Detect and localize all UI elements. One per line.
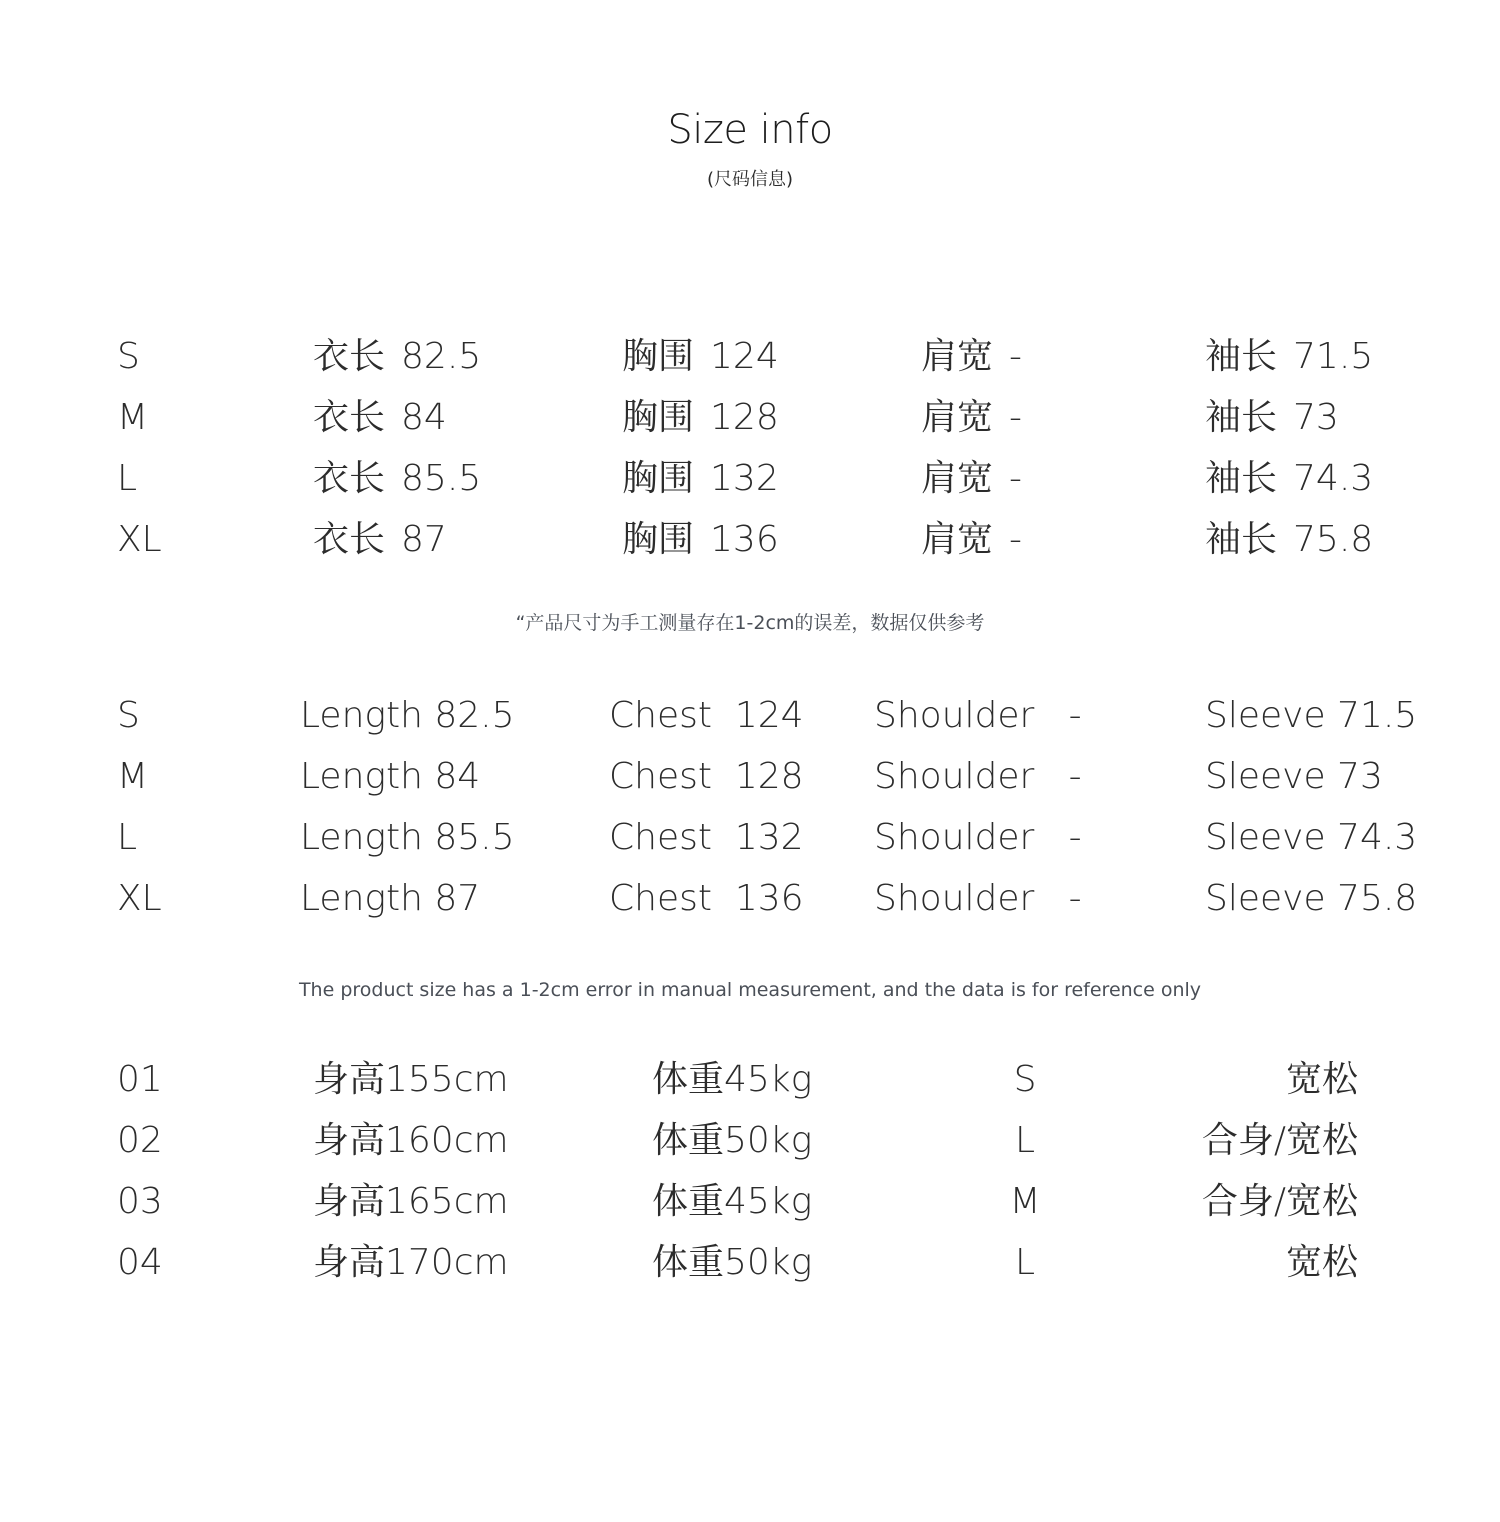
size-label: M [117, 397, 149, 438]
shoulder-cell [921, 327, 1022, 387]
length-value: 87 [401, 519, 447, 560]
length-cell [313, 327, 481, 387]
size-label: S [117, 695, 140, 736]
chest-label: 胸围 [622, 458, 695, 499]
chest-label: 胸围 [622, 519, 695, 560]
model-row [0, 1233, 1500, 1293]
shoulder-value: - [1009, 458, 1023, 499]
sleeve-cell: Sleeve 74.3 [1205, 817, 1418, 858]
chest-value: 124 [710, 336, 779, 377]
length-label: 衣长 [313, 397, 386, 438]
sleeve-value: 71.5 [1293, 336, 1374, 377]
shoulder-cell: Shoulder - [874, 878, 1082, 919]
shoulder-cell: Shoulder - [874, 695, 1082, 736]
length-value: 84 [401, 397, 447, 438]
chest-cell [622, 388, 779, 448]
model-fit: 合身/宽松 [1201, 1181, 1358, 1222]
chest-label: 胸围 [622, 336, 695, 377]
en-size-row [0, 686, 1500, 746]
sleeve-cell: Sleeve 75.8 [1205, 878, 1418, 919]
sleeve-value: 73 [1293, 397, 1339, 438]
model-weight: 体重50kg [652, 1120, 813, 1161]
chest-cell [622, 449, 779, 509]
model-size: L [1014, 1120, 1036, 1161]
model-id: 04 [117, 1242, 163, 1283]
en-measurement-note: The product size has a 1-2cm error in manual measurement, and the data is for reference only [298, 979, 1202, 1001]
cn-size-row [0, 388, 1500, 448]
cn-size-row [0, 449, 1500, 509]
sleeve-label: 袖长 [1205, 519, 1278, 560]
shoulder-cell: Shoulder - [874, 817, 1082, 858]
shoulder-cell [921, 388, 1022, 448]
model-row [0, 1111, 1500, 1171]
chest-value: 132 [710, 458, 779, 499]
model-fit: 宽松 [1285, 1059, 1358, 1100]
chest-value: 128 [710, 397, 779, 438]
chest-cell: Chest 124 [609, 695, 804, 736]
cn-measurement-note: “产品尺寸为手工测量存在1-2cm的误差，数据仅供参考 [515, 612, 985, 634]
en-size-row [0, 747, 1500, 807]
length-label: 衣长 [313, 336, 386, 377]
model-height: 身高160cm [313, 1120, 509, 1161]
shoulder-label: 肩宽 [921, 336, 994, 377]
chest-label: 胸围 [622, 397, 695, 438]
sleeve-value: 74.3 [1293, 458, 1374, 499]
sleeve-cell [1205, 388, 1339, 448]
en-size-row [0, 869, 1500, 929]
size-label: L [117, 817, 138, 858]
page-title: Size info [667, 107, 833, 153]
length-label: 衣长 [313, 519, 386, 560]
model-size: M [1009, 1181, 1041, 1222]
model-weight: 体重45kg [652, 1181, 813, 1222]
cn-size-row [0, 510, 1500, 570]
chest-cell: Chest 136 [609, 878, 804, 919]
model-height: 身高170cm [313, 1242, 509, 1283]
model-height: 身高165cm [313, 1181, 509, 1222]
sleeve-cell: Sleeve 73 [1205, 756, 1383, 797]
shoulder-label: 肩宽 [921, 519, 994, 560]
model-row [0, 1172, 1500, 1232]
sleeve-label: 袖长 [1205, 397, 1278, 438]
length-cell: Length 87 [300, 878, 481, 919]
model-height: 身高155cm [313, 1059, 509, 1100]
shoulder-value: - [1009, 519, 1023, 560]
length-cell: Length 84 [300, 756, 481, 797]
model-fit: 宽松 [1285, 1242, 1358, 1283]
model-id: 01 [117, 1059, 163, 1100]
length-cell [313, 449, 481, 509]
chest-value: 136 [710, 519, 779, 560]
model-weight: 体重50kg [652, 1242, 813, 1283]
size-label: XL [117, 519, 162, 560]
sleeve-label: 袖长 [1205, 458, 1278, 499]
sleeve-cell: Sleeve 71.5 [1205, 695, 1418, 736]
chest-cell [622, 327, 779, 387]
length-cell [313, 388, 447, 448]
sleeve-cell [1205, 510, 1373, 570]
length-value: 82.5 [401, 336, 482, 377]
shoulder-cell [921, 510, 1022, 570]
length-cell [313, 510, 447, 570]
size-label: XL [117, 878, 162, 919]
length-label: 衣长 [313, 458, 386, 499]
shoulder-value: - [1009, 336, 1023, 377]
model-fit: 合身/宽松 [1201, 1120, 1358, 1161]
model-id: 02 [117, 1120, 163, 1161]
model-weight: 体重45kg [652, 1059, 813, 1100]
length-value: 85.5 [401, 458, 482, 499]
length-cell: Length 85.5 [300, 817, 515, 858]
shoulder-cell: Shoulder - [874, 756, 1082, 797]
cn-size-row [0, 327, 1500, 387]
model-id: 03 [117, 1181, 163, 1222]
chest-cell [622, 510, 779, 570]
size-label: S [117, 336, 140, 377]
shoulder-label: 肩宽 [921, 397, 994, 438]
chest-cell: Chest 132 [609, 817, 804, 858]
size-label: M [117, 756, 149, 797]
sleeve-label: 袖长 [1205, 336, 1278, 377]
length-cell: Length 82.5 [300, 695, 515, 736]
model-size: S [1013, 1059, 1037, 1100]
shoulder-label: 肩宽 [921, 458, 994, 499]
en-size-row [0, 808, 1500, 868]
size-label: L [117, 458, 138, 499]
page-subtitle: (尺码信息) [706, 169, 794, 190]
shoulder-value: - [1009, 397, 1023, 438]
sleeve-cell [1205, 327, 1373, 387]
shoulder-cell [921, 449, 1022, 509]
chest-cell: Chest 128 [609, 756, 804, 797]
model-row [0, 1050, 1500, 1110]
model-size: L [1014, 1242, 1036, 1283]
sleeve-cell [1205, 449, 1373, 509]
sleeve-value: 75.8 [1293, 519, 1374, 560]
